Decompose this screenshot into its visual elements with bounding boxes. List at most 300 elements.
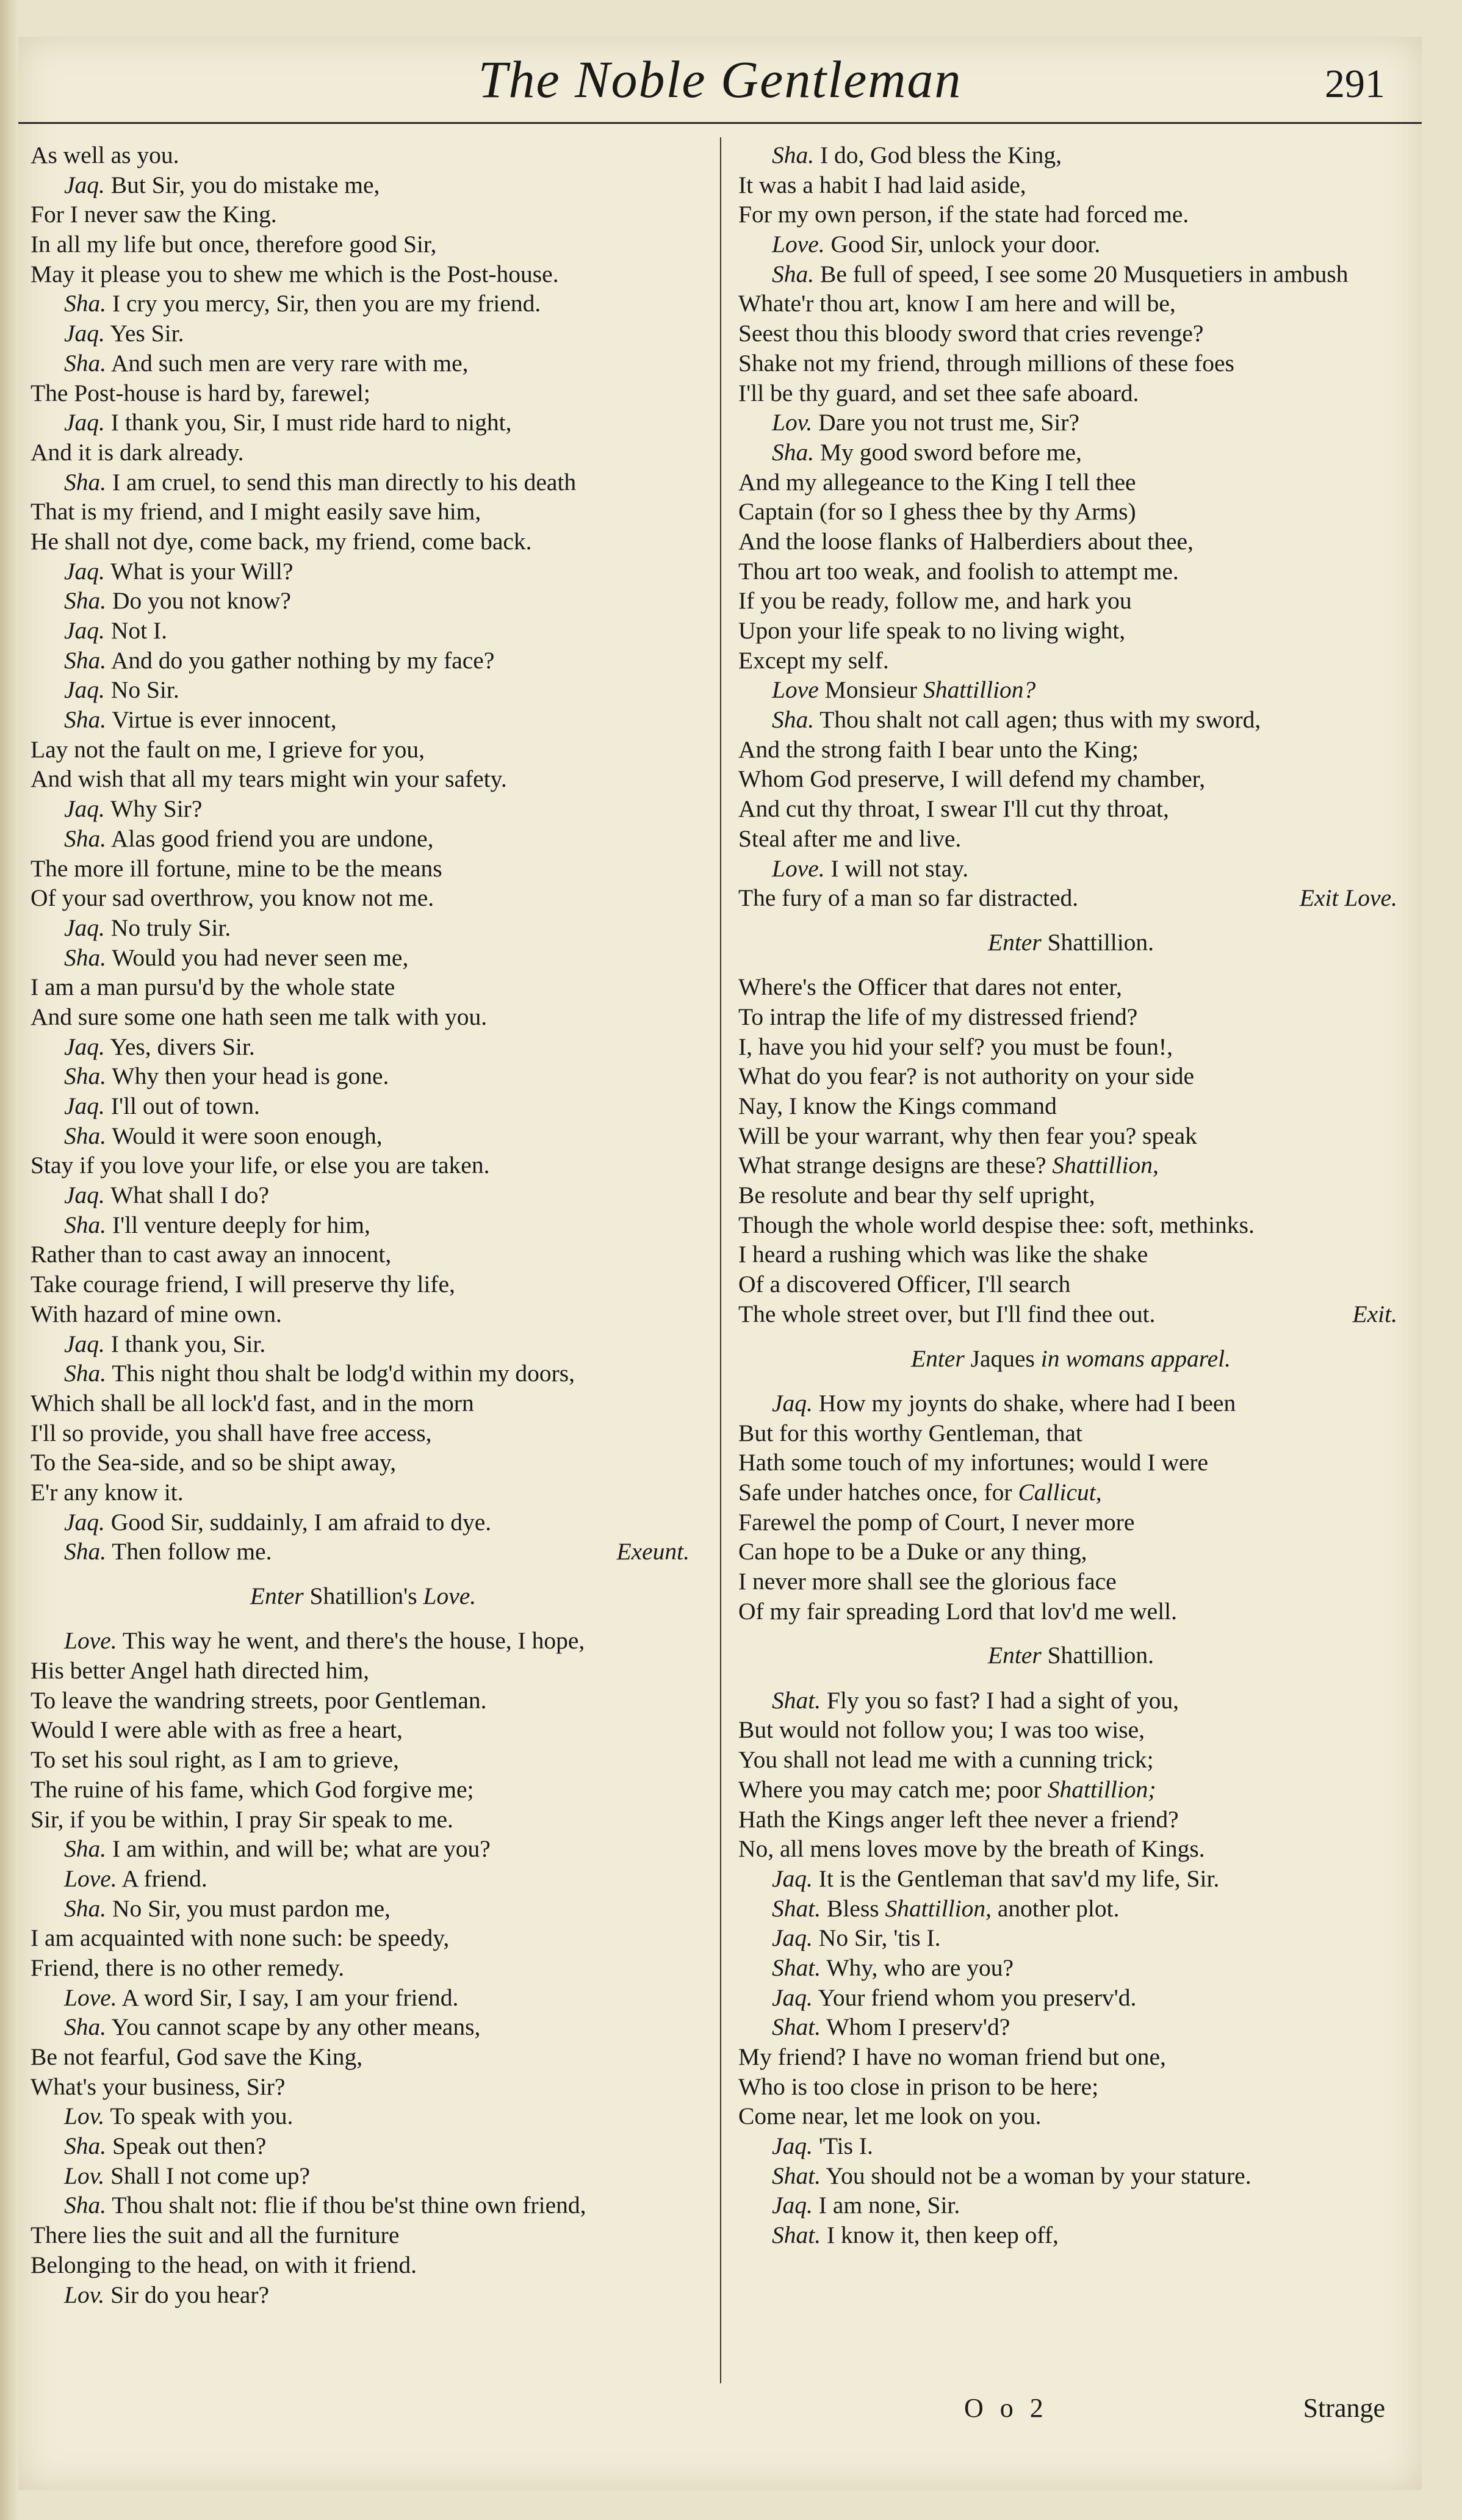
line-text — [64, 1865, 207, 1892]
verse-line — [31, 1775, 696, 1805]
stage-direction-character: Shatillion's — [303, 1583, 423, 1609]
verse-line — [738, 468, 1403, 497]
spoken-text: Yes, divers Sir. — [104, 1033, 255, 1060]
dialogue-line — [31, 2131, 696, 2161]
spoken-text: To speak with you. — [104, 2103, 293, 2130]
verse-line — [738, 1061, 1403, 1091]
speaker-name: Sha. — [64, 825, 107, 852]
spoken-text: My friend? I have no woman friend but one, — [738, 2043, 1166, 2071]
dialogue-line — [31, 616, 696, 646]
spoken-text: Friend, there is no other remedy. — [31, 1954, 345, 1981]
line-text — [64, 290, 541, 317]
spoken-text: Why, who are you? — [821, 1954, 1014, 1981]
line-text — [64, 676, 179, 703]
speaker-name: Shat. — [772, 1686, 821, 1714]
dialogue-line — [31, 557, 696, 587]
verse-line — [738, 1180, 1403, 1210]
spoken-text: Hath the Kings anger left thee never a friend? — [738, 1805, 1179, 1833]
spoken-text: Speak out then? — [106, 2132, 267, 2160]
speaker-name: Jaq. — [772, 2132, 813, 2160]
verse-line — [31, 2250, 696, 2280]
line-text — [738, 973, 1122, 1000]
verse-line — [738, 1537, 1403, 1567]
speaker-name: Love. — [772, 231, 825, 258]
dialogue-line — [31, 1091, 696, 1121]
line-text — [738, 587, 1132, 614]
line-text — [738, 1538, 1087, 1565]
line-text — [738, 350, 1234, 377]
speaker-name: Sha. — [64, 1063, 107, 1090]
dialogue-line — [738, 1953, 1403, 1983]
spoken-text: My good sword before me, — [814, 438, 1082, 466]
dialogue-line — [31, 794, 696, 824]
line-text — [64, 2103, 293, 2129]
speaker-name: Jaq. — [64, 617, 105, 644]
speaker-name: Jaq. — [64, 1508, 105, 1536]
speaker-name: Sha. — [64, 290, 107, 317]
spoken-text: Sir, if you be within, I pray Sir speak to me. — [31, 1805, 453, 1833]
dialogue-line — [31, 943, 696, 973]
line-text — [738, 736, 1139, 763]
verse-line — [31, 2042, 696, 2072]
spoken-text: Would it were soon enough, — [106, 1122, 383, 1149]
verse-line — [31, 972, 696, 1002]
spoken-text: That is my friend, and I might easily save him, — [31, 498, 481, 525]
verse-line — [738, 348, 1403, 378]
verse-line — [738, 289, 1403, 319]
verse-line — [738, 170, 1403, 200]
dialogue-line — [31, 319, 696, 348]
verse-line — [31, 883, 696, 913]
spoken-text: Lay not the fault on me, I grieve for you, — [31, 735, 425, 763]
spoken-text: I'll venture deeply for him, — [106, 1211, 370, 1238]
dialogue-line — [31, 170, 696, 200]
verse-line — [738, 1805, 1403, 1835]
spoken-text: I thank you, Sir. — [104, 1330, 266, 1357]
line-text — [738, 2103, 1041, 2129]
dialogue-line — [31, 1180, 696, 1210]
spoken-text: I will not stay. — [824, 854, 969, 882]
page-header — [18, 37, 1422, 128]
spoken-text: Good Sir, unlock your door. — [824, 231, 1101, 258]
line-text — [64, 1537, 272, 1567]
speaker-name: Shat. — [772, 2222, 821, 2249]
spoken-text: Whate'r thou art, know I am here and will be, — [738, 290, 1176, 317]
spoken-text: It was a habit I had laid aside, — [738, 171, 1026, 198]
speaker-name: Jaq. — [64, 1033, 105, 1060]
spoken-text: Of your sad overthrow, you know not me. — [31, 884, 434, 912]
stage-direction-enter: Enter — [987, 928, 1042, 956]
signature-mark: O o 2 — [964, 2393, 1048, 2423]
spoken-text: With hazard of mine own. — [31, 1300, 282, 1327]
stage-direction-character: Shattillion. — [1041, 1642, 1154, 1669]
spoken-text: What's your business, Sir? — [31, 2073, 286, 2100]
line-text — [738, 765, 1205, 792]
stage-direction — [738, 913, 1403, 972]
line-text — [738, 2043, 1166, 2070]
dialogue-line — [31, 586, 696, 616]
line-text — [738, 171, 1026, 198]
spoken-text: Rather than to cast away an innocent, — [31, 1241, 392, 1268]
spoken-text: I am a man pursu'd by the whole state — [31, 973, 395, 1001]
exit-direction: Exit Love. — [1299, 884, 1397, 912]
speaker-name: Sha. — [64, 706, 107, 734]
speaker-name: Lov. — [64, 2281, 105, 2308]
speaker-name: Jaq. — [772, 2192, 813, 2219]
speaker-name: Jaq. — [772, 1984, 813, 2011]
dialogue-line — [31, 289, 696, 319]
line-text — [738, 1063, 1194, 1089]
stage-direction-enter: Enter — [910, 1345, 965, 1372]
line-text — [738, 1152, 1159, 1179]
spoken-text: The Post-house is hard by, farewel; — [31, 379, 370, 406]
spoken-text: Be not fearful, God save the King, — [31, 2043, 363, 2071]
line-text — [31, 1420, 432, 1446]
speaker-name: Love. — [64, 1865, 117, 1892]
spoken-text: You shall not lead me with a cunning trick; — [738, 1746, 1154, 1774]
speaker-name: Jaq. — [64, 1182, 105, 1209]
verse-line — [31, 1150, 696, 1180]
line-text — [64, 171, 380, 198]
dialogue-line — [31, 1210, 696, 1240]
line-text — [64, 587, 291, 614]
line-text — [738, 1271, 1070, 1298]
spoken-text: No truly Sir. — [104, 914, 231, 941]
spoken-text: Monsieur — [818, 676, 923, 704]
spoken-text: For my own person, if the state had forced me. — [738, 201, 1189, 228]
spoken-text: Who is too close in prison to be here; — [738, 2073, 1099, 2100]
line-text — [738, 2073, 1098, 2100]
spoken-text: Thou art too weak, and foolish to attempt me. — [738, 557, 1179, 585]
verse-line — [738, 1150, 1403, 1180]
dialogue-line — [31, 1894, 696, 1924]
line-text — [31, 1746, 399, 1773]
exit-direction: Exit. — [1352, 1300, 1397, 1327]
dialogue-line — [31, 1983, 696, 2013]
line-text — [31, 2222, 399, 2248]
verse-line — [31, 1478, 696, 1507]
line-text — [64, 795, 202, 822]
line-text — [31, 142, 179, 168]
speaker-name: Sha. — [64, 468, 107, 496]
verse-line — [738, 1032, 1403, 1062]
spoken-text: I, have you hid your self? you must be foun!, — [738, 1033, 1173, 1060]
line-text — [31, 261, 559, 287]
spoken-text: I am cruel, to send this man directly to his death — [106, 468, 577, 496]
line-text — [772, 439, 1082, 466]
spoken-text: Why Sir? — [104, 795, 203, 823]
stage-direction — [738, 1329, 1403, 1388]
verse-line — [31, 1656, 696, 1686]
page-number: 291 — [1325, 62, 1385, 106]
dialogue-line — [738, 1388, 1403, 1418]
line-text — [772, 2013, 1010, 2040]
spoken-text: But Sir, you do mistake me, — [104, 171, 380, 198]
running-title: The Noble Gentleman — [478, 50, 962, 109]
header-rule — [18, 122, 1422, 124]
spoken-text: The fury of a man so far distracted. — [738, 884, 1079, 912]
dialogue-line — [738, 2012, 1403, 2042]
line-text — [64, 1211, 370, 1238]
dialogue-line — [31, 1537, 696, 1567]
line-text — [31, 1152, 489, 1179]
speaker-name: Love. — [64, 1627, 117, 1655]
speaker-name: Sha. — [64, 2192, 107, 2219]
line-text — [738, 1299, 1155, 1329]
line-text — [31, 498, 481, 525]
spoken-text: Steal after me and live. — [738, 825, 962, 852]
line-text — [31, 1806, 453, 1833]
right-column — [738, 140, 1403, 2250]
spoken-text: I am within, and will be; what are you? — [106, 1835, 491, 1863]
line-text — [64, 409, 511, 436]
verse-line — [738, 883, 1403, 913]
dialogue-line — [738, 438, 1403, 468]
verse-line — [31, 378, 696, 408]
verse-line — [31, 1448, 696, 1478]
verse-line — [738, 557, 1403, 587]
line-text — [64, 2013, 480, 2040]
speaker-name: Sha. — [64, 1835, 107, 1863]
italic-name: Shattillion; — [1047, 1775, 1156, 1803]
spoken-text: But would not follow you; I was too wise, — [738, 1716, 1145, 1744]
spoken-text: I'll be thy guard, and set thee safe aboard. — [738, 379, 1139, 406]
spoken-text: Yes Sir. — [104, 320, 184, 347]
line-text — [64, 1033, 255, 1060]
spoken-text: I do, God bless the King, — [814, 142, 1062, 168]
stage-direction-note: Love. — [423, 1583, 477, 1609]
line-text — [738, 1092, 1057, 1119]
stage-direction-enter: Enter — [250, 1583, 304, 1609]
line-text — [64, 469, 576, 496]
spoken-text: I cry you mercy, Sir, then you are my friend. — [106, 290, 541, 317]
spoken-text: Be full of speed, I see some 20 Musquetiers in ambush — [814, 260, 1349, 287]
dialogue-line — [31, 705, 696, 735]
spoken-text: No Sir, you must pardon me, — [106, 1894, 391, 1922]
verse-line — [738, 200, 1403, 229]
line-text — [738, 617, 1125, 644]
dialogue-line — [31, 1834, 696, 1864]
verse-line — [738, 1597, 1403, 1626]
spoken-text: The more ill fortune, mine to be the means — [31, 854, 442, 882]
speaker-name: Sha. — [64, 944, 107, 971]
line-text — [738, 1806, 1179, 1833]
spoken-text: Which shall be all lock'd fast, and in the morn — [31, 1389, 474, 1417]
line-text — [64, 558, 293, 585]
book-spine-shadow — [0, 0, 18, 2520]
line-text — [738, 320, 1203, 347]
verse-line — [31, 140, 696, 170]
line-text — [738, 795, 1169, 822]
verse-line — [738, 2042, 1403, 2072]
verse-line — [31, 259, 696, 289]
line-text — [31, 1271, 455, 1298]
spoken-text: To the Sea-side, and so be shipt away, — [31, 1449, 397, 1476]
verse-line — [738, 319, 1403, 348]
spoken-text: For I never saw the King. — [31, 201, 277, 228]
speaker-name: Shat. — [772, 1894, 821, 1922]
exit-direction: Exeunt. — [616, 1538, 690, 1565]
line-text — [772, 142, 1062, 168]
verse-line — [31, 1002, 696, 1032]
verse-line — [31, 735, 696, 765]
line-text — [64, 1122, 383, 1149]
line-text — [738, 498, 1136, 525]
line-text — [772, 2132, 873, 2159]
spoken-text: I thank you, Sir, I must ride hard to night, — [104, 409, 512, 436]
spoken-text: Of my fair spreading Lord that lov'd me well. — [738, 1597, 1178, 1625]
dialogue-line — [738, 2190, 1403, 2220]
speaker-name: Sha. — [64, 1894, 107, 1922]
spoken-text: Belonging to the head, on with it friend. — [31, 2251, 417, 2278]
dialogue-line — [738, 1686, 1403, 1716]
spoken-text: Safe under hatches once, for — [738, 1478, 1018, 1506]
verse-line — [31, 527, 696, 557]
spoken-text: Thou shalt not: flie if thou be'st thine own friend, — [106, 2192, 586, 2219]
spoken-text: Your friend whom you preserv'd. — [812, 1984, 1137, 2011]
line-text — [738, 1033, 1173, 1060]
line-text — [772, 261, 1349, 287]
speaker-name: Jaq. — [772, 1389, 813, 1417]
verse-line — [31, 1240, 696, 1269]
speaker-name: Love. — [772, 854, 825, 882]
spoken-text: As well as you. — [31, 142, 179, 168]
spoken-text: In all my life but once, therefore good Sir, — [31, 231, 437, 258]
line-text — [772, 1924, 941, 1951]
verse-line — [31, 2220, 696, 2250]
verse-line — [31, 1745, 696, 1775]
line-text — [64, 1895, 391, 1922]
spoken-text: A word Sir, I say, I am your friend. — [117, 1984, 459, 2011]
spoken-text: But for this worthy Gentleman, that — [738, 1419, 1082, 1446]
dialogue-line — [738, 408, 1403, 438]
line-text — [772, 231, 1100, 258]
spoken-text: To set his soul right, as I am to grieve, — [31, 1746, 399, 1774]
line-text — [31, 1479, 184, 1506]
dialogue-line — [738, 675, 1403, 705]
spoken-text: He shall not dye, come back, my friend, come back. — [31, 527, 532, 555]
spoken-text: Can hope to be a Duke or any thing, — [738, 1538, 1087, 1565]
dialogue-line — [738, 1983, 1403, 2013]
verse-line — [738, 586, 1403, 616]
line-text — [31, 201, 277, 228]
line-text — [772, 1984, 1136, 2011]
spoken-text: Shall I not come up? — [104, 2162, 310, 2189]
dialogue-line — [738, 140, 1403, 170]
speaker-name: Jaq. — [64, 557, 105, 585]
spoken-text: This way he went, and there's the house, I hope, — [117, 1627, 585, 1655]
verse-line — [738, 1775, 1403, 1805]
spoken-text: You should not be a woman by your stature. — [821, 2162, 1251, 2189]
dialogue-line — [738, 1923, 1403, 1953]
line-text — [31, 1390, 474, 1417]
stage-direction-enter: Enter — [987, 1642, 1042, 1669]
verse-line — [31, 438, 696, 468]
speaker-name: Love. — [64, 1984, 117, 2011]
verse-line — [31, 2072, 696, 2102]
verse-line — [738, 1745, 1403, 1775]
dialogue-line — [31, 1329, 696, 1359]
verse-line — [738, 1715, 1403, 1745]
line-text — [772, 1687, 1179, 1714]
spoken-text: Alas good friend you are undone, — [106, 825, 434, 852]
verse-line — [738, 1567, 1403, 1597]
verse-line — [31, 1686, 696, 1716]
spoken-text: Farewel the pomp of Court, I never more — [738, 1508, 1135, 1536]
spoken-text: Then follow me. — [106, 1538, 272, 1565]
spoken-text: Whom I preserv'd? — [821, 2013, 1010, 2041]
speaker-name: Sha. — [64, 1538, 107, 1565]
dialogue-line — [31, 2280, 696, 2310]
spoken-text: Except my self. — [738, 646, 889, 674]
line-text — [738, 528, 1194, 555]
speaker-name: Lov. — [772, 409, 813, 436]
line-text — [64, 706, 337, 733]
speaker-name: Jaq. — [64, 1330, 105, 1357]
speaker-name: Jaq. — [64, 1092, 105, 1119]
spoken-text: To intrap the life of my distressed friend? — [738, 1003, 1138, 1030]
line-text — [64, 1360, 575, 1387]
spoken-text: Come near, let me look on you. — [738, 2103, 1042, 2130]
line-text — [738, 1241, 1148, 1268]
line-text — [738, 558, 1179, 585]
spoken-text: Where's the Officer that dares not enter, — [738, 973, 1122, 1001]
dialogue-line — [31, 1121, 696, 1151]
spoken-text: What is your Will? — [104, 557, 293, 585]
line-text — [64, 2281, 269, 2308]
dialogue-line — [31, 1359, 696, 1388]
line-text — [772, 2162, 1251, 2189]
line-text — [64, 1627, 585, 1654]
dialogue-line — [31, 675, 696, 705]
line-text — [31, 1954, 344, 1981]
line-text — [738, 1776, 1156, 1803]
spoken-text: Nay, I know the Kings command — [738, 1092, 1057, 1120]
line-text — [31, 1924, 449, 1951]
spoken-text: Seest thou this bloody sword that cries revenge? — [738, 320, 1204, 347]
dialogue-line — [738, 1864, 1403, 1894]
line-text — [31, 1003, 487, 1030]
line-text — [772, 1390, 1236, 1417]
speaker-name: Jaq. — [64, 171, 105, 198]
line-text — [738, 1746, 1154, 1773]
left-column — [31, 140, 696, 2309]
verse-line — [738, 1418, 1403, 1448]
line-text — [772, 1895, 1119, 1922]
spoken-text: Whom God preserve, I will defend my chamber, — [738, 765, 1206, 793]
stage-direction — [31, 1567, 696, 1626]
speaker-name: Jaq. — [64, 795, 105, 823]
line-text — [31, 973, 395, 1000]
verse-line — [31, 1923, 696, 1953]
verse-line — [738, 378, 1403, 408]
spoken-text: It is the Gentleman that sav'd my life, Sir. — [812, 1865, 1220, 1892]
spoken-text: I heard a rushing which was like the shake — [738, 1241, 1148, 1268]
verse-line — [31, 1953, 696, 1983]
line-text — [64, 320, 184, 347]
line-text — [64, 1092, 260, 1119]
verse-line — [738, 764, 1403, 794]
stage-direction — [738, 1626, 1403, 1685]
spoken-text: Bless — [821, 1894, 885, 1922]
line-text — [738, 1568, 1117, 1595]
speaker-name: Sha. — [64, 349, 107, 377]
spoken-text: His better Angel hath directed him, — [31, 1657, 370, 1684]
dialogue-line — [31, 913, 696, 943]
line-text — [738, 647, 889, 674]
line-text — [738, 883, 1078, 913]
line-text — [772, 409, 1079, 436]
